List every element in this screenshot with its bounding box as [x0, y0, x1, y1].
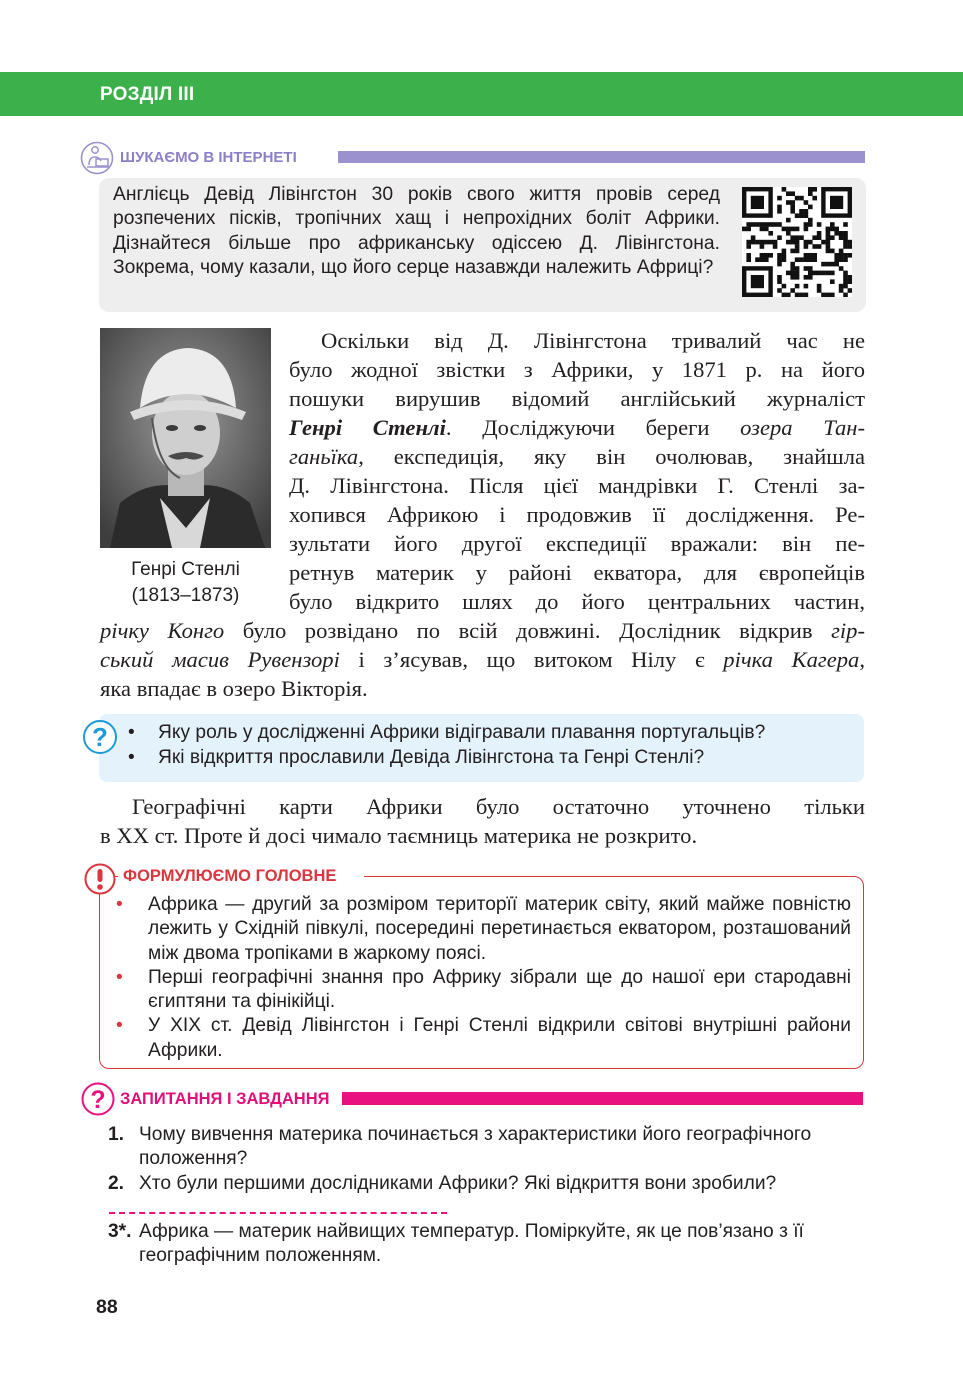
- text-line: [289, 442, 865, 471]
- tasks-title-bar: [342, 1092, 863, 1105]
- task-item: [108, 1220, 865, 1269]
- text-line: в XX ст. Проте й досі чимало таємниць материка не розкрито.: [100, 823, 698, 848]
- term-kagera: річка Кагера: [723, 647, 860, 672]
- text-fragment: , експедиція, яку він очолював, знайшла: [358, 444, 865, 469]
- task-text: Хто були першими дослідниками Африки? Які відкриття вони зробили?: [139, 1172, 777, 1194]
- term-congo: річку Конго: [100, 618, 225, 643]
- text-line: було відкрито шлях до його центральних частин,: [289, 589, 865, 614]
- bullet: •: [116, 1015, 123, 1037]
- text-fragment: . Досліджуючи береги: [445, 415, 741, 440]
- task-item: [108, 1172, 865, 1196]
- portrait-image: [100, 328, 271, 548]
- question-text: Які відкриття прославили Девіда Лівінгстона та Генрі Стенлі?: [158, 746, 705, 768]
- term-mountain: гір-: [831, 618, 866, 643]
- tasks-title: ЗАПИТАННЯ І ЗАВДАННЯ: [120, 1090, 330, 1108]
- paragraph-stanley-continued: [100, 616, 865, 703]
- tasks-list: [108, 1123, 865, 1196]
- term-stanley: Генрі Стенлі: [289, 415, 446, 440]
- task-text: Африка — материк найвищих температур. Поміркуйте, як це пов’язано з її географічним положенням.: [139, 1221, 804, 1267]
- bullet: •: [116, 966, 123, 988]
- list-item: [116, 966, 851, 1015]
- bullet: •: [128, 722, 135, 743]
- term-lake: озера Тан-: [740, 415, 865, 440]
- text-line: хопився Африкою і продовжив її дослідження. Ре-: [289, 502, 865, 527]
- main-idea-text: У XIX ст. Девід Лівінгстон і Генрі Стенлі відкрили світові внутрішні райони Африки.: [148, 1015, 851, 1061]
- text-line: [289, 413, 865, 442]
- main-idea-text: Перші географічні знання про Африку зібрали ще до нашої ери стародавні єгиптяни та фінікійці.: [148, 966, 851, 1013]
- text-line: пошуки вирушив відомий англійський журналіст: [289, 386, 865, 411]
- list-item: [116, 893, 851, 966]
- text-fragment: ,: [859, 647, 865, 672]
- section-title: РОЗДІЛ III: [100, 84, 195, 105]
- task-number: 2.: [108, 1172, 125, 1194]
- text-fragment: було розвідано по всій довжині. Дослідник відкрив: [224, 618, 832, 643]
- portrait-caption-name: Генрі Стенлі: [131, 559, 240, 580]
- bullet: •: [128, 746, 135, 768]
- list-item: [128, 746, 848, 771]
- question-text: Яку роль у дослідженні Африки відігравали плавання португальців?: [158, 722, 766, 743]
- text-line: яка впадає в озеро Вікторія.: [100, 676, 368, 701]
- page-number: 88: [96, 1296, 118, 1318]
- question-mark-icon: [82, 719, 118, 755]
- tasks-list-advanced: [108, 1220, 865, 1269]
- text-line: ретнув материк у районі екватора, для європейців: [289, 560, 865, 585]
- svg-text:?: ?: [92, 722, 108, 752]
- term-rwenzori: ський масив Рувензорі: [100, 647, 340, 672]
- task-number: 1.: [108, 1124, 125, 1145]
- list-item: [116, 1014, 851, 1063]
- text-line: Географічні карти Африки було остаточно уточнено тільки: [132, 794, 865, 819]
- main-idea-text: Африка — другий за розміром територїї материк світу, який майже повністю лежить у Східній півкулі, посередині перетинається екватором, розташований між двома тропіками в жаркому поясі.: [148, 894, 851, 964]
- bullet: •: [116, 894, 123, 915]
- questions-list: [128, 721, 848, 770]
- dashed-divider: [109, 1212, 447, 1214]
- internet-section-title: ШУКАЄМО В ІНТЕРНЕТІ: [120, 149, 297, 166]
- person-at-computer-icon: [80, 141, 114, 175]
- qr-code-icon[interactable]: [742, 187, 852, 297]
- text-line: зультати його другої експедиції вражали: він пе-: [289, 531, 865, 556]
- text-line: [100, 645, 865, 674]
- text-line: було жодної звістки з Африки, у 1871 р. на його: [289, 357, 865, 382]
- paragraph-maps: [100, 792, 865, 850]
- internet-title-bar: [338, 151, 865, 163]
- svg-text:?: ?: [90, 1086, 106, 1114]
- portrait-caption-years: (1813–1873): [131, 585, 240, 606]
- text-line: [100, 616, 865, 645]
- internet-text: Англієць Девід Лівінгстон 30 років свого життя провів серед розпечених пісків, тропічних хащ і непрохідних боліт Африки. Дізнайтеся більше про африканську одіссею Д. Лівінгстона. Зокрема, чому казали, що його серце назавжди належить Африці?: [113, 184, 720, 279]
- term-lake-cont: ганьїка: [289, 444, 359, 469]
- list-item: [128, 721, 848, 746]
- text-line: Оскільки від Д. Лівінгстона тривалий час не: [321, 328, 865, 353]
- task-number: 3*.: [108, 1221, 132, 1242]
- main-idea-title: ФОРМУЛЮЄМО ГОЛОВНЕ: [123, 867, 337, 885]
- paragraph-stanley: [289, 326, 865, 616]
- text-fragment: і з’ясував, що витоком Нілу є: [339, 647, 724, 672]
- portrait-caption: [100, 557, 271, 609]
- question-mark-icon: [81, 1082, 115, 1116]
- exclamation-icon: [84, 863, 116, 895]
- main-idea-list: [116, 893, 851, 1063]
- text-line: Д. Лівінгстона. Після цієї мандрівки Г. Стенлі за-: [289, 473, 865, 498]
- task-text: Чому вивчення материка починається з характеристики його географічного положення?: [139, 1124, 812, 1170]
- task-item: [108, 1123, 865, 1172]
